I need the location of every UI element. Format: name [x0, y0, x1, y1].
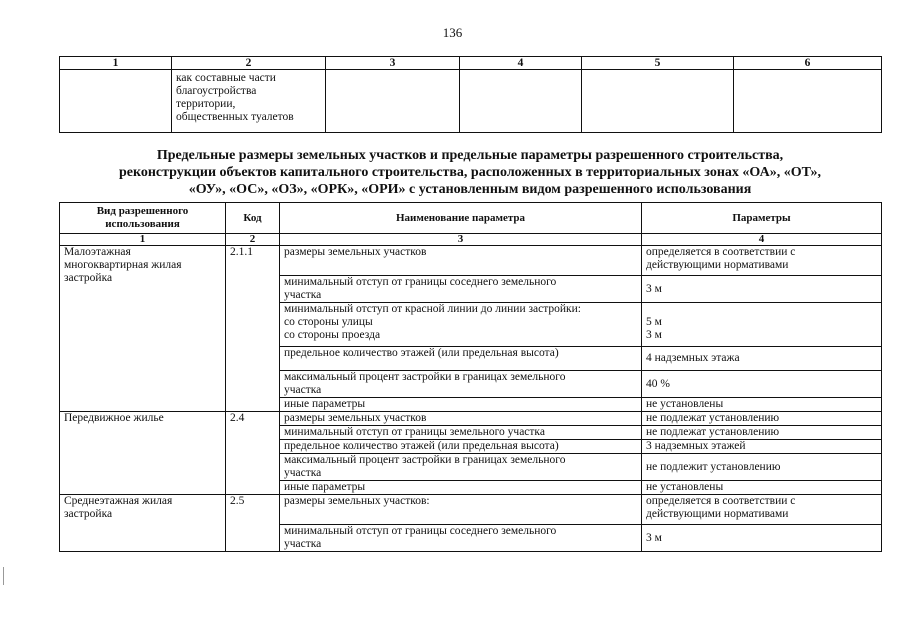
- text-line: 4 надземных этажа: [646, 352, 740, 364]
- parameter-name-cell: [280, 440, 642, 454]
- parameter-value-cell: [642, 525, 882, 552]
- parameter-name-cell: [280, 398, 642, 412]
- parameter-value-cell: [642, 276, 882, 303]
- parameter-value-cell: [642, 426, 882, 440]
- empty-cell: [582, 70, 734, 133]
- text-line: минимальный отступ от красной линии до линии застройки:: [284, 303, 581, 315]
- text-line: 5 м: [646, 316, 662, 328]
- col-number: 4: [642, 234, 882, 246]
- text-line: минимальный отступ от границы соседнего земельного: [284, 276, 557, 288]
- empty-cell: [326, 70, 460, 133]
- text-line: многоквартирная жилая: [64, 259, 182, 271]
- empty-cell: [460, 70, 582, 133]
- col-header: 5: [582, 57, 734, 70]
- text-line: предельное количество этажей (или предельная высота): [284, 440, 559, 452]
- text-line: действующими нормативами: [646, 508, 789, 520]
- text-line: участка: [284, 538, 322, 550]
- col-header: 3: [326, 57, 460, 70]
- continuation-table: [59, 56, 882, 133]
- text-line: участка: [284, 467, 322, 479]
- continuation-row: [60, 70, 882, 133]
- header-line: Вид разрешенного: [96, 205, 189, 217]
- table-body: [60, 246, 882, 552]
- text-line: 3 м: [646, 531, 662, 544]
- col-header: 2: [172, 57, 326, 70]
- text-line: минимальный отступ от границы соседнего земельного: [284, 525, 557, 537]
- text-line: застройка: [64, 272, 113, 284]
- parameter-value-cell: [642, 303, 882, 347]
- code-cell: 2.5: [226, 495, 280, 552]
- code-cell: 2.4: [226, 412, 280, 495]
- use-type-cell: [60, 495, 226, 552]
- text-line: 3 м: [646, 329, 662, 341]
- use-type-cell: [60, 246, 226, 412]
- text-line: застройка: [64, 508, 113, 520]
- page-number: 136: [442, 25, 463, 40]
- text-line: как составные части: [176, 72, 276, 84]
- text-line: территории,: [176, 98, 236, 110]
- column-number-row: [60, 234, 882, 246]
- parameter-name-cell: [280, 246, 642, 276]
- parameter-value-cell: [642, 495, 882, 525]
- text-line: участка: [284, 289, 322, 301]
- text-line: благоустройства: [176, 85, 257, 97]
- header-value: Параметры: [642, 203, 882, 234]
- col-header: 1: [60, 57, 172, 70]
- empty-cell: [734, 70, 882, 133]
- section-heading: [80, 147, 860, 198]
- text-line: 3 м: [646, 282, 662, 295]
- parameter-name-cell: [280, 481, 642, 495]
- text-line: Малоэтажная: [64, 246, 131, 258]
- text-line: иные параметры: [284, 481, 366, 493]
- text-line: размеры земельных участков: [284, 412, 427, 424]
- parameter-value-cell: [642, 440, 882, 454]
- text-line: максимальный процент застройки в границах земельного: [284, 454, 566, 466]
- empty-cell: [60, 70, 172, 133]
- text-line: со стороны улицы: [284, 316, 373, 328]
- use-type-cell: [60, 412, 226, 495]
- text-line: действующими нормативами: [646, 259, 789, 271]
- text-line: не подлежат установлению: [646, 412, 780, 424]
- continuation-text-cell: [172, 70, 326, 133]
- text-line: со стороны проезда: [284, 329, 381, 341]
- text-line: [646, 303, 877, 316]
- text-line: участка: [284, 384, 322, 396]
- text-line: 40 %: [646, 377, 670, 390]
- parameter-name-cell: [280, 454, 642, 481]
- text-line: предельное количество этажей (или предельная высота): [284, 347, 559, 359]
- col-header: 4: [460, 57, 582, 70]
- parameter-name-cell: [280, 276, 642, 303]
- code-cell: 2.1.1: [226, 246, 280, 412]
- parameter-value-cell: [642, 481, 882, 495]
- text-line: максимальный процент застройки в границах земельного: [284, 371, 566, 383]
- parameter-value-cell: [642, 412, 882, 426]
- text-line: не установлены: [646, 481, 724, 493]
- text-line: определяется в соответствии с: [646, 246, 796, 258]
- col-number: 2: [226, 234, 280, 246]
- parameter-name-cell: [280, 426, 642, 440]
- parameter-value-cell: [642, 371, 882, 398]
- col-number: 3: [280, 234, 642, 246]
- parameter-name-cell: [280, 303, 642, 347]
- header-code: Код: [226, 203, 280, 234]
- text-line: не подлежат установлению: [646, 426, 780, 438]
- text-line: не установлены: [646, 398, 724, 410]
- text-line: общественных туалетов: [176, 111, 294, 123]
- continuation-header-row: [60, 57, 882, 70]
- text-line: размеры земельных участков:: [284, 495, 430, 507]
- heading-line: реконструкции объектов капитального строительства, расположенных в территориальных зонах «ОА», «ОТ»,: [118, 165, 822, 180]
- table-row: [60, 246, 882, 276]
- parameter-name-cell: [280, 495, 642, 525]
- header-line: использования: [105, 218, 180, 230]
- parameter-value-cell: [642, 454, 882, 481]
- text-line: определяется в соответствии с: [646, 495, 796, 507]
- parameter-value-cell: [642, 347, 882, 371]
- parameter-value-cell: [642, 246, 882, 276]
- text-line: минимальный отступ от границы земельного участка: [284, 426, 545, 438]
- header-use: [60, 203, 226, 234]
- parameter-name-cell: [280, 371, 642, 398]
- text-line: размеры земельных участков: [284, 246, 427, 258]
- table-row: [60, 412, 882, 426]
- heading-line: «ОУ», «ОС», «ОЗ», «ОРК», «ОРИ» с установленным видом разрешенного использования: [188, 182, 752, 197]
- text-line: Передвижное жилье: [64, 412, 164, 424]
- parameter-value-cell: [642, 398, 882, 412]
- table-row: [60, 495, 882, 525]
- parameters-table: [59, 202, 882, 552]
- parameter-name-cell: [280, 347, 642, 371]
- text-line: не подлежит установлению: [646, 460, 781, 473]
- header-param: Наименование параметра: [280, 203, 642, 234]
- text-line: 3 надземных этажей: [646, 440, 746, 452]
- heading-line: Предельные размеры земельных участков и предельные параметры разрешенного строительства,: [156, 148, 784, 163]
- table-header-row: [60, 203, 882, 234]
- col-header: 6: [734, 57, 882, 70]
- col-number: 1: [60, 234, 226, 246]
- scan-edge-mark: [3, 567, 4, 585]
- text-line: Среднеэтажная жилая: [64, 495, 173, 507]
- parameter-name-cell: [280, 412, 642, 426]
- text-line: иные параметры: [284, 398, 366, 410]
- parameter-name-cell: [280, 525, 642, 552]
